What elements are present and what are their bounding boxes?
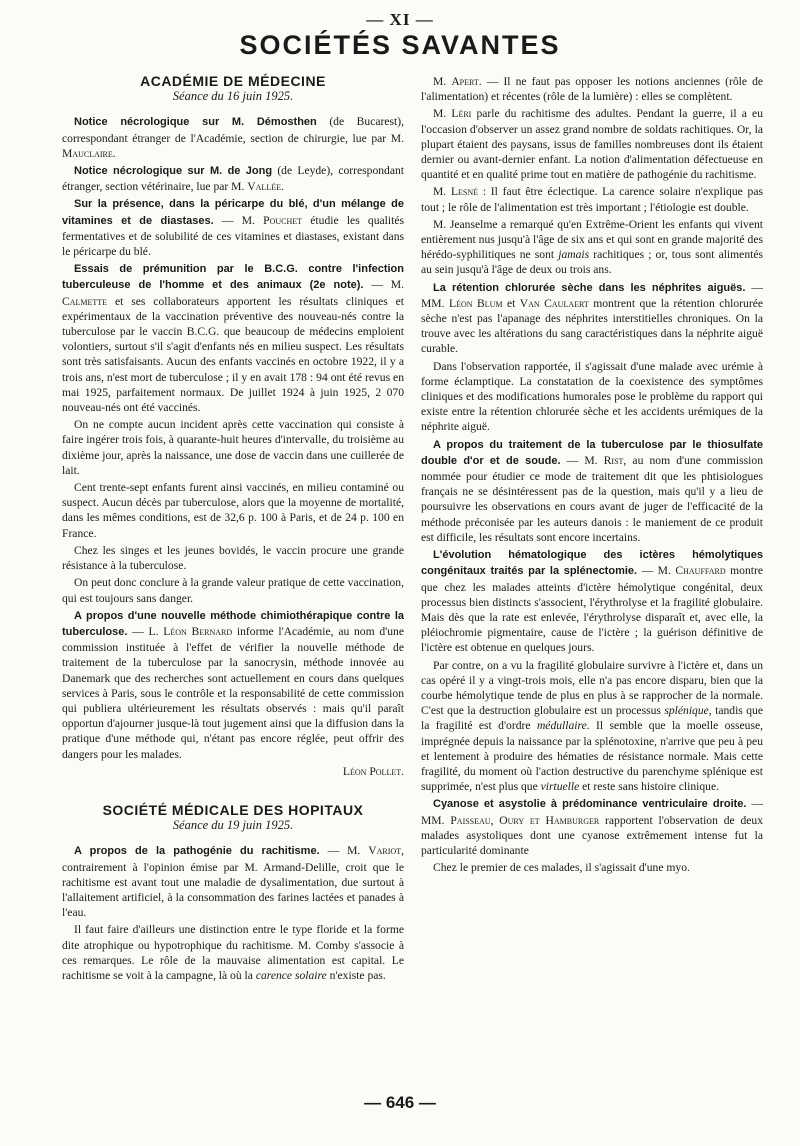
paragraph-bcg [62,261,404,415]
section-title-academie: ACADÉMIE DE MÉDECINE [140,73,326,89]
paragraph-heading: Essais de prémunition par le B.C.G. contre l'infection tuberculeuse de l'homme et des animaux (2e note). [62,263,404,292]
page-title: SOCIÉTÉS SAVANTES [239,30,561,60]
paragraph-text: Par contre, on a vu la fragilité globulaire survivre à l'ictère et, dans un cas opéré il y a vingt-trois mois, elle n'a pas encore disparu, bien que la courbe hémolytique tende de plus en plus à se rapprocher de la normale. C'est que la destruction globulaire est un processus [421,658,763,718]
author-name: Calmette [62,294,108,308]
paragraph-incident: On ne compte aucun incident après cette vaccination qui consiste à faire ingérer trois fois, à quarante-huit heures d'intervalle, du troisième au dixième jour, après la naissance, une dose de vaccin dans une cuillerée de lait. [62,418,404,477]
paragraph-text: (de Leyde), correspondant étranger, section vétérinaire, lue par M. [62,164,404,194]
author-name: Rist [603,453,624,467]
paragraph-cent-trente-sept: Cent trente-sept enfants furent ainsi vaccinés, en milieu contaminé ou suspect. Aucun décès par tuberculose, alors que la moyenne de mortalité, dans les mêmes conditions, est de 32,6 p. 100 à Paris, et de 24 p. 100 en France. [62,481,404,540]
paragraph-jeanselme [421,217,763,278]
punct: . [112,146,116,160]
paragraph-fragilite [421,658,763,795]
author-name: Mauclaire [62,146,113,160]
paragraph-text: parle du rachitisme des adultes. Pendant la guerre, il a eu l'occasion d'observer un assez grand nombre de soldats rachitiques. Or, la plupart étaient des paysans, issus de familles nombreuses dont ils étaient dernier ou avant-dernier enfant. La notion d'alimentation défectueuse en quantité et en qualité prime tout en matière de pathogénie du rachitisme. [421,107,763,182]
paragraph-lesne [421,184,763,214]
dash: — M. [319,844,369,858]
author-name: Léri [451,107,472,121]
paragraph-heading: A propos d'une nouvelle méthode chimiothérapique contre la tuberculose. [62,609,404,638]
dash: — MM. [421,797,763,827]
paragraph-text: et ses collaborateurs apportent les résultats cliniques et expérimentaux de la vaccination préventive des nouveau-nés contre la tuberculose par le vaccin B.C.G. que beaucoup de médecins emploient volontiers, surtout s'il s'agit d'enfants nés en milieu suspect. Les résultats sont très satisfaisants. Aucun des enfants vaccinés en octobre 1922, il y a trois ans, n'est mort de tuberculose ; il y en avait 178 : 94 ont été revus en mai 1925, parfaitement normaux. De juillet 1924 à juin 1925, 2 070 nouveau-nés ont été vaccinés. [62,294,404,415]
author-name: Variot [368,844,402,858]
signature: Léon Pollet. [342,764,404,778]
dash: — M. [560,453,604,467]
paragraph-leri [421,106,763,182]
dash: — M. [363,278,405,292]
dash: — [127,624,149,638]
paragraph-vitamines [62,196,404,259]
paragraph-text: . Il semble que la moelle osseuse, imprégnée depuis la naissance par la splénotoxine, n'arrive que peu à peu et lentement à produire des hématies de résistance normale. Mais cette fragilité, du moment où l'action destructive du parenchyme splénique est supprimée, n'est plus que [421,719,764,794]
dash: — M. [637,564,676,578]
paragraph-thiosulfate [421,437,763,545]
page-number-top: — XI — [366,10,434,29]
paragraph-conclusion: On peut donc conclure à la grande valeur pratique de cette vaccination, qui est toujours sans danger. [62,576,404,605]
paragraph-text: , au nom d'une commission nommée pour étudier ce mode de traitement dit que les phtisiologues français ne se désintéressent pas de la question, mais qu'il y a lieu de poursuivre les observations en cours avant de juger de l'efficacité de la méthode préconisée par les auteurs danois : le maniement de ce produit est difficile, les résultats sont encore incertains. [421,453,763,544]
paragraph-rachitisme [62,843,404,920]
paragraph-text: étudie les qualités fermentatives et de solubilité de ces vitamines et diastases, existant dans le péricarpe du blé. [62,213,404,259]
italic-term: virtuelle [540,780,580,794]
left-column [62,74,404,985]
author-name: Léon Blum [448,296,503,310]
paragraph-distinction [62,922,404,983]
italic-term: médullaire [536,719,587,733]
section-date-hopitaux: Séance du 19 juin 1925. [172,818,294,833]
author-name: Chauffard [675,564,726,578]
paragraph-heading: Notice nécrologique sur M. de Jong [74,165,273,178]
conjunction: et [502,296,520,310]
author-name: Paisseau, Oury et Hamburger [450,813,600,827]
paragraph-heading: Sur la présence, dans la péricarpe du blé, d'un mélange de vitamines et de diastases. [62,198,404,227]
paragraph-text: montrent que la rétention chlorurée sèche n'est pas l'apanage des néphrites interstitielles chroniques. On la trouve avec les altérations du sang caractéristiques dans la néphrite aiguë curable. [421,296,763,356]
paragraph-heading: La rétention chlorurée sèche dans les néphrites aiguës. [433,281,746,294]
author-name: Vallée [247,180,281,194]
paragraph-text: et reste sans histoire clinique. [579,780,719,794]
paragraph-text: , tandis que la fragilité est d'ordre [421,704,763,733]
paragraph-cyanose [421,796,763,858]
paragraph-retention [421,280,763,357]
paragraph-text: informe l'Académie, au nom d'une commission instituée à l'effet de vérifier la nouvelle méthode de traitement de la tuberculose par la sanocrysin, méthode innovée au Danemark que des recherches sont actuellement en cours dans quelques services à Paris, sous le contrôle et la responsabilité de cette commission qui publiera ultérieurement les résultats observés : mais qu'il paraît opportun d'ajourner jusque-là tout jugement ainsi que la diffusion dans la pratique d'une méthode qui, n'étant pas encore réglée, peut offrir des dangers pour les malades. [62,624,405,761]
paragraph-text: n'existe pas. [326,968,386,982]
paragraph-heading: A propos du traitement de la tuberculose par le thiosulfate double d'or et de soude. [421,438,763,467]
paragraph-text: : Il faut être éclectique. La carence solaire n'explique pas tout ; le rôle de l'alimentation est très important ; l'étiologie est double. [421,185,763,214]
section-date-academie: Séance du 16 juin 1925. [172,89,294,104]
right-column [421,74,763,877]
author-name: Van Caulaert [519,296,589,310]
italic-term: jamais [558,248,590,262]
prefix: M. [433,185,451,199]
punct: . [280,180,284,194]
paragraph-premier-malade: Chez le premier de ces malades, il s'agissait d'une myo. [433,861,690,875]
paragraph-text: rapportent l'observation de deux malades asystoliques dont une cyanose extrêmement intense fut la particularité dominante [421,813,763,857]
author-name: Pouchet [263,213,303,227]
italic-term: splénique [664,704,709,718]
paragraph-heading: L'évolution hématologique des ictères hémolytiques congénitaux traités par la splénectomie. [421,549,763,578]
paragraph-text: Il faut faire d'ailleurs une distinction entre le type floride et la forme dite atrophique ou hypotrophique du rachitisme. M. Comby s'associe à ces remarques. Le rôle de la mauvaise alimentation est capital. Le rachitisme se voit à la campagne, là où la [62,923,404,982]
paragraph-text: , contrairement à l'opinion émise par M. Armand-Delille, croit que le rachitisme est avant tout une maladie de dysalimentation, due surtout à l'allaitement artificiel, à la consommation des farines lactées et panades à l'eau. [62,844,404,920]
paragraph-singes: Chez les singes et les jeunes bovidés, le vaccin procure une grande résistance à la tuberculose. [62,543,404,573]
paragraph-observation: Dans l'observation rapportée, il s'agissait d'une malade avec urémie à forme éclamptique. La constatation de la coexistence des symptômes cliniques et des modifications humorales pose le problème du rapport qui existe entre la rétention chlorurée sèche et les accidents urémiques de la néphrite aiguë. [421,359,763,434]
paragraph-apert [421,74,763,104]
paragraph-de-jong [62,163,404,194]
author-name: Lesné [450,185,479,199]
prefix: M. [433,75,452,88]
paragraph-icteres [421,547,763,655]
italic-term: carence solaire [255,968,327,982]
section-title-hopitaux: SOCIÉTÉ MÉDICALE DES HOPITAUX [102,801,364,818]
paragraph-chimiotherapie [62,608,404,762]
paragraph-demosthen [62,114,404,161]
author-name: Apert [451,75,479,88]
paragraph-text: montre que chez les malades atteints d'ictère hémolytique congénital, deux processus bien distincts s'associent, l'érythrolyse et la fragilité globulaire. Mais dès que la rate est enlevée, l'érythrolyse disparaît et, avec elle, la pléiochromie pigmentaire, cause de l'ictère ; la guérison définitive de l'ictère est obtenue en quelques jours. [421,564,763,655]
dash: — MM. [421,280,763,310]
paragraph-text: (de Bucarest), correspondant étranger de l'Académie, section de chirurgie, lue par M. [62,115,404,145]
paragraph-heading: A propos de la pathogénie du rachitisme. [74,845,320,858]
paragraph-heading: Notice nécrologique sur M. Démosthen [74,116,317,129]
prefix: M. [433,107,452,121]
paragraph-heading: Cyanose et asystolie à prédominance ventriculaire droite. [433,798,747,811]
page-number-bottom: — 646 — [364,1093,436,1112]
author-name: L. Léon Bernard [148,624,233,638]
paragraph-text: rachitiques ; or, tous sont alimentés au sein jusqu'à l'âge de deux ou trois ans. [421,248,763,277]
paragraph-text: . — Il ne faut pas opposer les notions anciennes (rôle de l'alimentation) et récentes (rôle de la lumière) : elles se complètent. [421,75,764,104]
paragraph-text: M. Jeanselme a remarqué qu'en Extrême-Orient les enfants qui vivent entièrement nus jusqu'à l'âge de six ans et qui sont en grande majorité des hérédo-syphilitiques ne sont [421,217,763,262]
dash: — M. [213,213,264,227]
